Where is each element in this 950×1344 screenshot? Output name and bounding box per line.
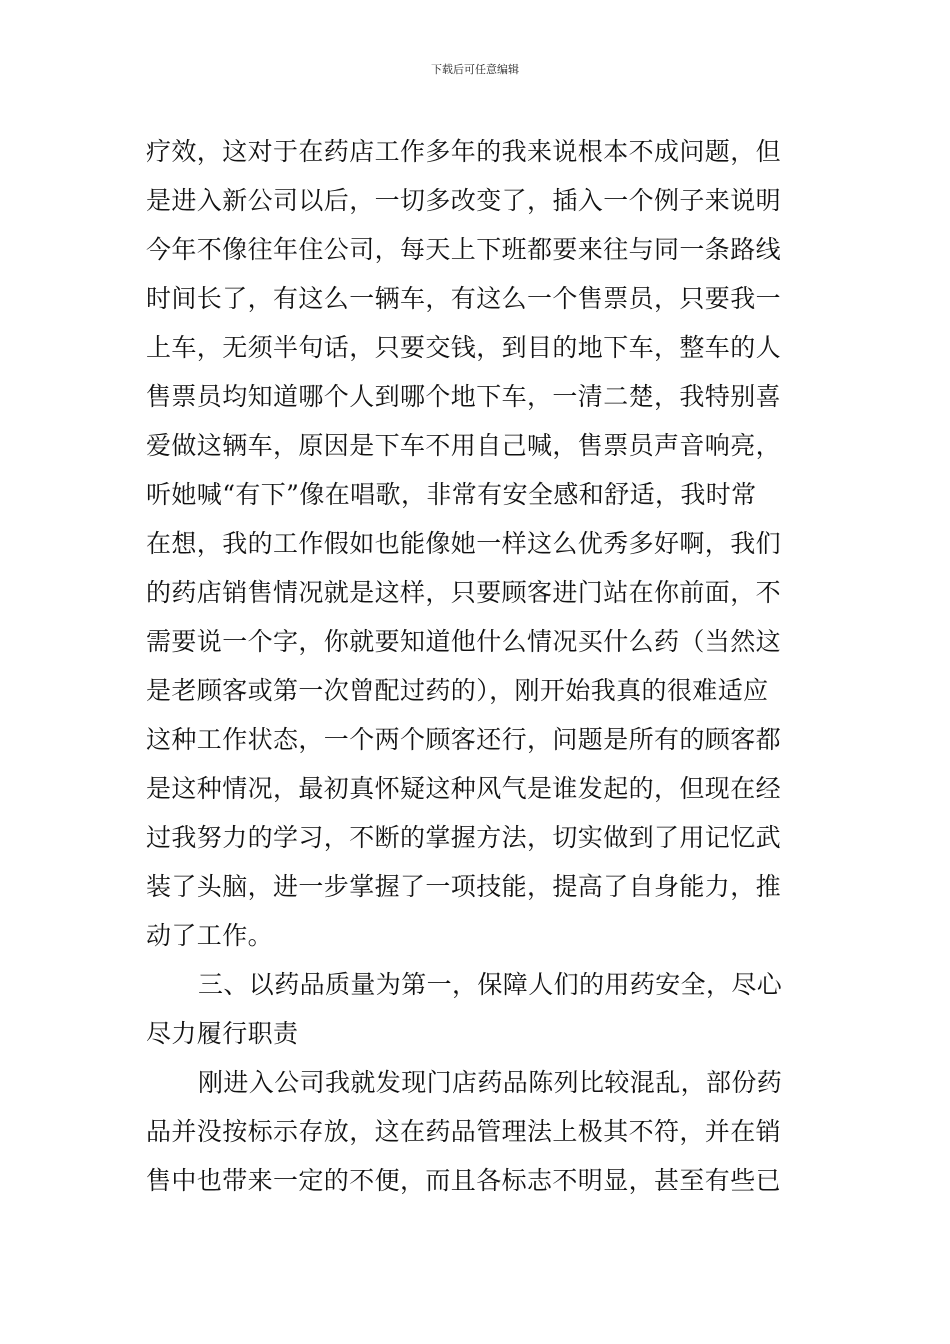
text-line: 过我努力的学习，不断的掌握方法，切实做到了用记忆武 [146, 823, 782, 852]
text-line: 是老顾客或第一次曾配过药的），刚开始我真的很难适应 [146, 676, 769, 705]
text-line: 听她喊“有下”像在唱歌，非常有安全感和舒适，我时常 [146, 480, 757, 509]
text-line: 售票员均知道哪个人到哪个地下车，一清二楚，我特别喜 [146, 382, 782, 411]
text-line: 时间长了，有这么一辆车，有这么一个售票员，只要我一 [146, 284, 782, 313]
text-line: 动了工作。 [146, 921, 274, 950]
text-line: 上车，无须半句话，只要交钱，到目的地下车，整车的人 [146, 333, 782, 362]
page-header-note: 下载后可任意编辑 [431, 63, 519, 76]
text-line: 是进入新公司以后，一切多改变了，插入一个例子来说明 [146, 186, 782, 215]
text-line: 装了头脑，进一步掌握了一项技能，提高了自身能力，推 [146, 872, 782, 901]
text-line: 需要说一个字，你就要知道他什么情况买什么药（当然这 [146, 627, 782, 656]
text-line: 售中也带来一定的不便，而且各标志不明显，甚至有些已 [146, 1166, 782, 1195]
section-heading-line: 尽力履行职责 [146, 1019, 299, 1048]
text-line: 今年不像往年住公司，每天上下班都要来往与同一条路线 [146, 235, 782, 264]
text-line: 是这种情况，最初真怀疑这种风气是谁发起的，但现在经 [146, 774, 782, 803]
text-line: 品并没按标示存放，这在药品管理法上极其不符，并在销 [146, 1117, 782, 1146]
text-line: 在想，我的工作假如也能像她一样这么优秀多好啊，我们 [146, 529, 782, 558]
text-line: 疗效，这对于在药店工作多年的我来说根本不成问题，但 [146, 137, 782, 166]
text-line: 爱做这辆车，原因是下车不用自己喊，售票员声音响亮， [146, 431, 782, 460]
document-body [146, 127, 812, 1205]
text-line: 这种工作状态，一个两个顾客还行，问题是所有的顾客都 [146, 725, 782, 754]
section-heading-line: 三、以药品质量为第一，保障人们的用药安全，尽心 [198, 970, 783, 999]
text-line: 的药店销售情况就是这样，只要顾客进门站在你前面，不 [146, 578, 782, 607]
text-line: 刚进入公司我就发现门店药品陈列比较混乱，部份药 [198, 1068, 783, 1097]
